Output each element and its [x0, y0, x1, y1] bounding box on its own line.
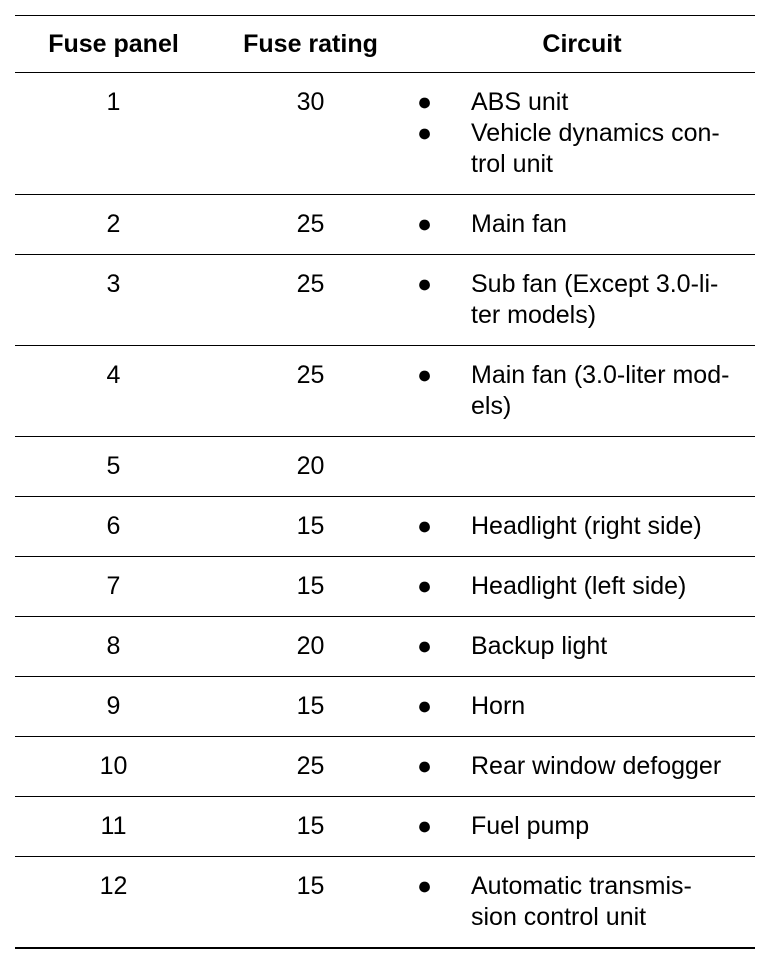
list-item: [417, 571, 755, 602]
list-item: [417, 511, 755, 542]
fuse-rating-cell: 25: [212, 255, 409, 346]
bullet-icon: ●: [417, 572, 433, 600]
circuit-list: [417, 751, 755, 782]
list-item: [417, 360, 755, 422]
list-item: [417, 871, 755, 933]
fuse-table: [15, 15, 755, 949]
bullet-icon: ●: [417, 632, 433, 660]
circuit-text: Automatic transmis- sion control unit: [471, 872, 692, 931]
circuit-text: Backup light: [471, 632, 608, 660]
circuit-cell: [409, 497, 755, 557]
circuit-text: Fuel pump: [471, 812, 590, 840]
list-item: [417, 209, 755, 240]
list-item: [417, 269, 755, 331]
table-row: [15, 617, 755, 677]
list-item: [417, 631, 755, 662]
circuit-cell: [409, 857, 755, 949]
circuit-list: [417, 511, 755, 542]
list-item: [417, 87, 755, 118]
fuse-rating-cell: 15: [212, 857, 409, 949]
list-item: [417, 118, 755, 180]
circuit-cell: [409, 437, 755, 497]
header-fuse-panel: Fuse panel: [15, 16, 212, 73]
circuit-text: ABS unit: [471, 88, 569, 116]
bullet-icon: ●: [417, 270, 433, 298]
circuit-text: Main fan: [471, 210, 567, 238]
table-body: [15, 73, 755, 949]
circuit-text: Headlight (right side): [471, 512, 702, 540]
fuse-rating-cell: 25: [212, 346, 409, 437]
circuit-cell: [409, 557, 755, 617]
circuit-list: [417, 360, 755, 422]
fuse-panel-cell: 1: [15, 73, 212, 195]
list-item: [417, 691, 755, 722]
table-row: [15, 797, 755, 857]
table-row: [15, 557, 755, 617]
bullet-icon: ●: [417, 752, 433, 780]
circuit-text: Sub fan (Except 3.0-li- ter models): [471, 270, 719, 329]
bullet-icon: ●: [417, 872, 433, 900]
list-item: [417, 751, 755, 782]
table-header: [15, 16, 755, 73]
fuse-panel-cell: 12: [15, 857, 212, 949]
fuse-rating-cell: 15: [212, 557, 409, 617]
table-row: [15, 255, 755, 346]
fuse-rating-cell: 25: [212, 195, 409, 255]
fuse-panel-cell: 9: [15, 677, 212, 737]
circuit-cell: [409, 73, 755, 195]
bullet-icon: ●: [417, 210, 433, 238]
circuit-list: [417, 631, 755, 662]
circuit-list: [417, 269, 755, 331]
fuse-panel-cell: 10: [15, 737, 212, 797]
fuse-rating-cell: 15: [212, 677, 409, 737]
circuit-list: [417, 871, 755, 933]
header-circuit: Circuit: [409, 16, 755, 73]
circuit-cell: [409, 195, 755, 255]
fuse-rating-cell: 20: [212, 617, 409, 677]
fuse-panel-cell: 11: [15, 797, 212, 857]
fuse-panel-cell: 5: [15, 437, 212, 497]
circuit-cell: [409, 617, 755, 677]
header-fuse-rating: Fuse rating: [212, 16, 409, 73]
circuit-list: [417, 209, 755, 240]
fuse-rating-cell: 15: [212, 497, 409, 557]
circuit-list: [417, 811, 755, 842]
bullet-icon: ●: [417, 512, 433, 540]
circuit-text: Horn: [471, 692, 526, 720]
fuse-panel-cell: 3: [15, 255, 212, 346]
circuit-list: [417, 571, 755, 602]
circuit-text: Main fan (3.0-liter mod- els): [471, 361, 730, 420]
circuit-text: Headlight (left side): [471, 572, 687, 600]
bullet-icon: ●: [417, 361, 433, 389]
fuse-panel-cell: 2: [15, 195, 212, 255]
table-row: [15, 677, 755, 737]
bullet-icon: ●: [417, 119, 433, 147]
table-row: [15, 437, 755, 497]
header-row: [15, 16, 755, 73]
fuse-panel-cell: 4: [15, 346, 212, 437]
fuse-rating-cell: 25: [212, 737, 409, 797]
fuse-rating-cell: 30: [212, 73, 409, 195]
bullet-icon: ●: [417, 692, 433, 720]
table-row: [15, 497, 755, 557]
list-item: [417, 811, 755, 842]
circuit-cell: [409, 737, 755, 797]
bullet-icon: ●: [417, 812, 433, 840]
fuse-rating-cell: 15: [212, 797, 409, 857]
table-row: [15, 73, 755, 195]
circuit-cell: [409, 797, 755, 857]
table-row: [15, 857, 755, 949]
fuse-rating-cell: 20: [212, 437, 409, 497]
circuit-cell: [409, 677, 755, 737]
circuit-text: Rear window defogger: [471, 752, 722, 780]
table-row: [15, 737, 755, 797]
fuse-panel-cell: 7: [15, 557, 212, 617]
bullet-icon: ●: [417, 88, 433, 116]
table-row: [15, 195, 755, 255]
circuit-cell: [409, 255, 755, 346]
circuit-cell: [409, 346, 755, 437]
table-row: [15, 346, 755, 437]
circuit-text: Vehicle dynamics con- trol unit: [471, 119, 720, 178]
circuit-list: [417, 87, 755, 180]
circuit-list: [417, 691, 755, 722]
fuse-panel-cell: 8: [15, 617, 212, 677]
fuse-panel-cell: 6: [15, 497, 212, 557]
